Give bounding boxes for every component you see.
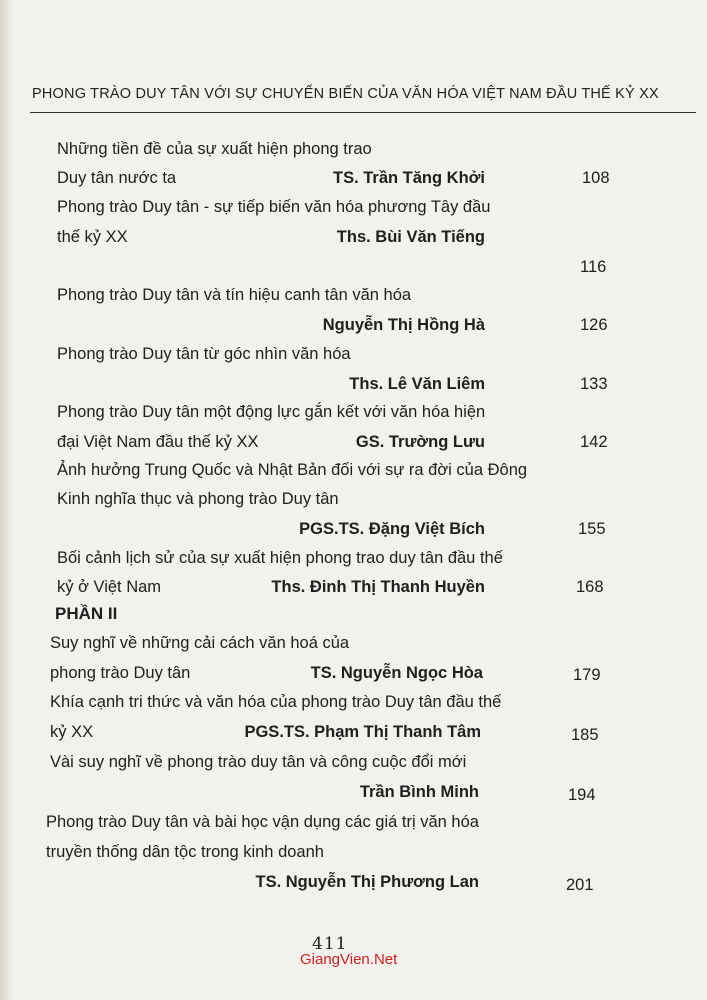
toc-entry-page: 155 — [578, 520, 606, 538]
toc-entry-author: TS. Nguyễn Thị Phương Lan — [255, 873, 479, 891]
toc-entry-title: Ảnh hưởng Trung Quốc và Nhật Bản đối với sự ra đời của Đông — [57, 461, 528, 479]
toc-entry-page: 108 — [582, 169, 610, 187]
toc-entry-page: 201 — [566, 876, 594, 894]
header-rule — [30, 112, 696, 113]
toc-entry-author: TS. Nguyễn Ngọc Hòa — [310, 664, 483, 682]
toc-entry-author: Ths. Bùi Văn Tiếng — [336, 228, 485, 246]
toc-entry-page: 133 — [580, 375, 608, 393]
toc-entry-title: kỷ ở Việt Nam — [57, 578, 162, 596]
toc-entry-title: Bối cảnh lịch sử của sự xuất hiện phong trao duy tân đầu thế — [57, 549, 503, 567]
toc-entry-title: Phong trào Duy tân - sự tiếp biến văn hóa phương Tây đầu — [57, 198, 491, 216]
toc-entry-title: Kinh nghĩa thục và phong trào Duy tân — [57, 490, 339, 508]
toc-entry-title: Những tiền đề của sự xuất hiện phong trao — [57, 140, 372, 158]
watermark: GiangVien.Net — [300, 951, 398, 968]
toc-entry-title: Phong trào Duy tân và tín hiệu canh tân văn hóa — [57, 286, 412, 304]
toc-entry-title: truyền thống dân tộc trong kinh doanh — [46, 843, 324, 861]
toc-entry-title: kỷ XX — [50, 723, 94, 741]
page-folio: 411 — [312, 934, 348, 954]
toc-entry-title: phong trào Duy tân — [50, 664, 191, 682]
toc-entry-author: TS. Trần Tăng Khởi — [333, 169, 485, 187]
toc-entry-title: Vài suy nghĩ về phong trào duy tân và công cuộc đổi mới — [50, 753, 467, 771]
toc-entry-page: 168 — [576, 578, 604, 596]
toc-entry-title: Phong trào Duy tân một động lực gắn kết với văn hóa hiện — [57, 403, 486, 421]
toc-entry-author: PGS.TS. Phạm Thị Thanh Tâm — [244, 723, 481, 741]
toc-entry-author: Ths. Lê Văn Liêm — [349, 375, 485, 393]
section-title: PHẦN II — [55, 604, 118, 623]
toc-entry-page: 185 — [571, 726, 599, 744]
toc-entry-title: đại Việt Nam đầu thế kỷ XX — [57, 433, 259, 451]
toc-entry-title: Phong trào Duy tân từ góc nhìn văn hóa — [57, 345, 351, 363]
toc-entry-page: 116 — [580, 258, 607, 276]
toc-entry-title: Khía cạnh tri thức và văn hóa của phong trào Duy tân đầu thế — [50, 693, 502, 711]
toc-entry-author: PGS.TS. Đặng Việt Bích — [299, 520, 485, 538]
toc-entry-author: GS. Trường Lưu — [355, 433, 485, 451]
toc-entry-page: 142 — [580, 433, 608, 451]
toc-entry-page: 194 — [568, 786, 596, 804]
toc-entry-page: 179 — [573, 666, 601, 684]
toc-entry-title: thế kỷ XX — [57, 228, 128, 246]
toc-entry-author: Nguyễn Thị Hồng Hà — [322, 316, 485, 334]
toc-entry-title: Duy tân nước ta — [57, 169, 177, 187]
page-edge — [0, 0, 14, 1000]
toc-entry-title: Phong trào Duy tân và bài học vận dụng các giá trị văn hóa — [46, 813, 479, 831]
toc-entry-page: 126 — [580, 316, 608, 334]
running-head: PHONG TRÀO DUY TÂN VỚI SỰ CHUYỂN BIẾN CỦA VĂN HÓA VIỆT NAM ĐẦU THẾ KỶ XX — [32, 86, 659, 102]
toc-entry-title: Suy nghĩ về những cải cách văn hoá của — [50, 634, 350, 652]
toc-entry-author: Trần Bình Minh — [359, 783, 479, 801]
toc-entry-author: Ths. Đinh Thị Thanh Huyền — [271, 578, 485, 596]
